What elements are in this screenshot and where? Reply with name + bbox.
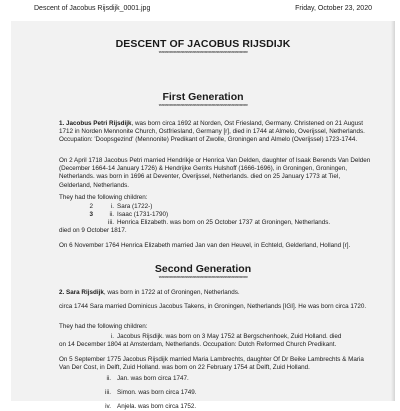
print-filename: Descent of Jacobus Rijsdijk_0001.jpg: [34, 5, 151, 12]
child-name: Isaac (1731-1790): [117, 211, 169, 218]
gen1-marriage-entry: On 2 April 1718 Jacobus Petri married Hendrikje or Henrica Van Delden, daughter of Isaak Berends Van Delden (December 1664-14 January 1726) & Hendrijke Gerrits Hulshoff (1666-1696), in Groningen, Groningen, Netherlands. was born in 1696 at Deventer, Overijssel, Netherlands. died on 25 January 1773 at Tiel, Gelderland, Netherlands.: [59, 157, 371, 189]
child-number: 2: [89, 203, 93, 210]
child-roman: iii.: [108, 219, 114, 226]
child-roman: iv.: [105, 403, 111, 410]
child-details-continued: died on 9 October 1817.: [59, 227, 127, 234]
generation-1-heading: First Generation: [162, 91, 244, 103]
child-roman: i.: [110, 203, 114, 210]
child-number: 3: [89, 211, 93, 218]
document-page: [11, 21, 395, 410]
generation-2-heading: Second Generation: [154, 263, 252, 275]
person-name: Jacobus Petri Rijsdijk: [66, 120, 132, 127]
child-name: Jan. was born circa 1747.: [117, 375, 189, 382]
gen2-person-entry: [59, 289, 371, 297]
child-roman: ii.: [109, 211, 114, 218]
child-roman: iii.: [105, 389, 111, 396]
person-details: , was born in 1722 at of Groningen, Netherlands.: [103, 289, 240, 296]
person-number: 2.: [59, 289, 65, 296]
generation-1-divider: ******************************************************************: [158, 104, 248, 110]
child-roman: i.: [110, 333, 114, 340]
gen2-child-marriage-entry: On 5 September 1775 Jacobus Rijsdijk married Maria Lambrechts, daughter Of Dr Beike Lambrechts & Maria Van Der Cost, in Delft, Zuid Holland. was born on 22 February 1754 at Delft, Zuid Holland.: [59, 356, 364, 372]
title-divider: ******************************************************************: [158, 51, 248, 57]
page-edge-shadow: [391, 21, 395, 401]
print-date: Friday, October 23, 2020: [295, 5, 372, 12]
person-details: , was born circa 1692 at Norden, Ost Friesland, Germany. Christened on 21 August 1712 in Norden Mennonite Church, Ostfriesland, Germany [r], died in 1744 at Almelo, Overijssel, Netherlands. Occupation: 'Doopsgezind' (Mennonite) Predikant of Zwolle, Groningen and Almelo (Overijssel) 1723-1744.: [59, 120, 365, 144]
child-name: Henrica Elizabeth. was born on 25 October 1737 at Groningen, Netherlands.: [117, 219, 331, 226]
document-title: DESCENT OF JACOBUS RIJSDIJK: [115, 38, 291, 50]
child-name: Jacobus Rijsdijk. was born on 3 May 1752 at Bergschenhoek, Zuid Holland. died: [117, 333, 342, 340]
person-name: Sara Rijsdijk: [66, 289, 104, 296]
generation-2-divider: ******************************************************************: [158, 276, 248, 282]
gen2-marriage-entry: circa 1744 Sara married Dominicus Jacobus Takens, in Groningen, Netherlands [IGI]. He was born circa 1720.: [59, 303, 367, 310]
print-header: [0, 2, 400, 14]
child-name: Anjela. was born circa 1752.: [117, 403, 197, 410]
child-name: Sara (1722-): [117, 203, 153, 210]
person-number: 1.: [59, 120, 65, 127]
child-roman: ii.: [106, 375, 111, 382]
gen1-person-entry: [59, 120, 371, 145]
gen1-child-marriage-entry: On 6 November 1764 Henrica Elizabeth married Jan van den Heuvel, in Echteld, Gelderland, Holland [r].: [59, 242, 351, 249]
child-details-continued: on 14 December 1804 at Amsterdam, Netherlands. Occupation: Dutch Reformed Church Predikant.: [59, 341, 337, 348]
gen1-children-intro: They had the following children:: [59, 194, 148, 201]
gen2-children-intro: They had the following children:: [59, 323, 148, 330]
child-name: Simon. was born circa 1749.: [117, 389, 197, 396]
